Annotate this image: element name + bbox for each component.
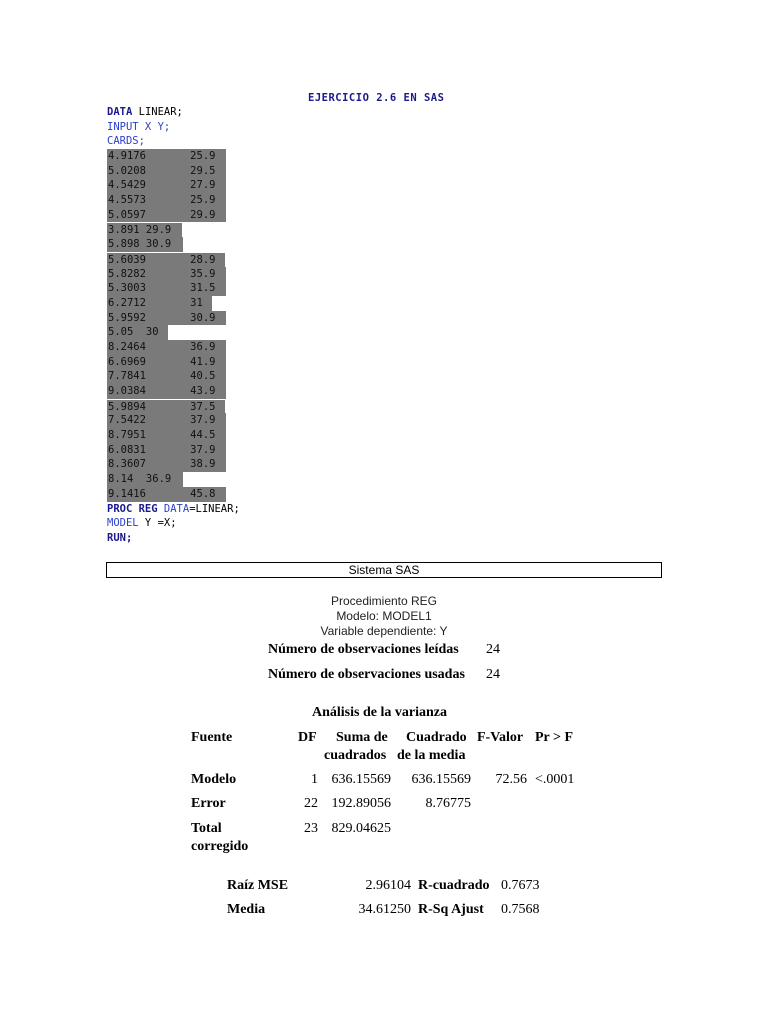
mean-value: 34.61250: [358, 902, 411, 917]
code-input-line: INPUT X Y;: [107, 121, 171, 133]
header-ss-line1: Suma de: [336, 730, 388, 745]
row-modelo-ss: 636.15569: [331, 772, 391, 787]
data-card-line: 4.9176 25.9: [107, 149, 226, 164]
exercise-title: EJERCICIO 2.6 EN SAS: [308, 92, 445, 104]
header-fuente: Fuente: [191, 730, 233, 745]
row-error-fuente: Error: [191, 796, 226, 811]
code-proc-line: [107, 502, 240, 517]
row-error-df: 22: [304, 796, 318, 811]
row-modelo-ms: 636.15569: [411, 772, 471, 787]
data-card-line: 9.0384 43.9: [107, 384, 226, 399]
proc-data-value: =LINEAR;: [189, 503, 240, 515]
obs-read-label: Número de observaciones leídas: [268, 642, 459, 657]
header-ss-line2: cuadrados: [324, 748, 387, 763]
row-total-fuente: Total: [191, 821, 222, 836]
row-error-ms: 8.76775: [425, 796, 471, 811]
row-total-ss: 829.04625: [331, 821, 391, 836]
data-statement-rest: LINEAR;: [132, 106, 183, 118]
data-card-line: 8.3607 38.9: [107, 457, 226, 472]
data-keyword: DATA: [107, 106, 133, 118]
data-card-line: 7.5422 37.9: [107, 413, 226, 428]
model-keyword: MODEL: [107, 517, 139, 529]
data-card-line: 4.5573 25.9: [107, 193, 226, 208]
header-ms-line2: de la media: [397, 748, 466, 763]
data-card-line: 5.9894 37.5: [107, 399, 225, 414]
procedure-label: Procedimiento REG: [330, 594, 438, 608]
code-data-line: [107, 105, 183, 120]
obs-read-value: 24: [486, 642, 500, 657]
header-ms-line1: Cuadrado: [406, 730, 467, 745]
r-squared-value: 0.7673: [501, 878, 540, 893]
adj-r-squared-label: R-Sq Ajust: [418, 902, 484, 917]
header-f-value: F-Valor: [477, 730, 524, 745]
code-cards-line: CARDS;: [107, 135, 145, 147]
root-mse-label: Raíz MSE: [227, 878, 289, 893]
code-run-line: RUN;: [107, 532, 133, 544]
sas-system-header: Sistema SAS: [106, 562, 662, 578]
row-modelo-f: 72.56: [495, 772, 527, 787]
row-total-fuente-line2: corregido: [191, 839, 249, 854]
data-card-line: 5.0208 29.5: [107, 164, 226, 179]
mean-label: Media: [227, 902, 266, 917]
adj-r-squared-value: 0.7568: [501, 902, 540, 917]
model-label: Modelo: MODEL1: [336, 609, 432, 623]
dependent-variable-label: Variable dependiente: Y: [320, 624, 448, 638]
header-pr-f: Pr > F: [535, 730, 574, 745]
row-modelo-p: <.0001: [535, 772, 575, 787]
data-card-line: 5.8282 35.9: [107, 267, 226, 282]
data-card-line: 8.14 36.9: [107, 472, 183, 487]
row-modelo-df: 1: [311, 772, 318, 787]
row-total-df: 23: [304, 821, 318, 836]
data-card-line: 5.05 30: [107, 325, 168, 340]
data-card-line: 5.6039 28.9: [107, 252, 225, 267]
data-card-line: 7.7841 40.5: [107, 369, 226, 384]
data-card-line: 9.1416 45.8: [107, 487, 226, 502]
header-df: DF: [298, 730, 317, 745]
data-card-line: 5.898 30.9: [107, 237, 183, 252]
data-card-line: 8.7951 44.5: [107, 428, 226, 443]
data-card-line: 6.2712 31: [107, 296, 212, 311]
row-modelo-fuente: Modelo: [191, 772, 237, 787]
code-model-line: [107, 516, 177, 531]
row-error-ss: 192.89056: [331, 796, 391, 811]
anova-title: Análisis de la varianza: [312, 705, 447, 720]
proc-data-option: DATA: [157, 503, 190, 515]
obs-used-label: Número de observaciones usadas: [268, 667, 465, 682]
model-spec: Y =X;: [138, 517, 177, 529]
data-cards-block: [107, 149, 226, 502]
data-card-line: 5.9592 30.9: [107, 311, 226, 326]
r-squared-label: R-cuadrado: [418, 878, 490, 893]
data-card-line: 6.0831 37.9: [107, 443, 226, 458]
root-mse-value: 2.96104: [365, 878, 411, 893]
data-card-line: 5.3003 31.5: [107, 281, 226, 296]
proc-reg-keyword: PROC REG: [107, 503, 158, 515]
obs-used-value: 24: [486, 667, 500, 682]
data-card-line: 3.891 29.9: [107, 222, 182, 237]
data-card-line: 5.0597 29.9: [107, 208, 226, 223]
data-card-line: 6.6969 41.9: [107, 355, 226, 370]
data-card-line: 8.2464 36.9: [107, 340, 226, 355]
data-card-line: 4.5429 27.9: [107, 178, 226, 193]
